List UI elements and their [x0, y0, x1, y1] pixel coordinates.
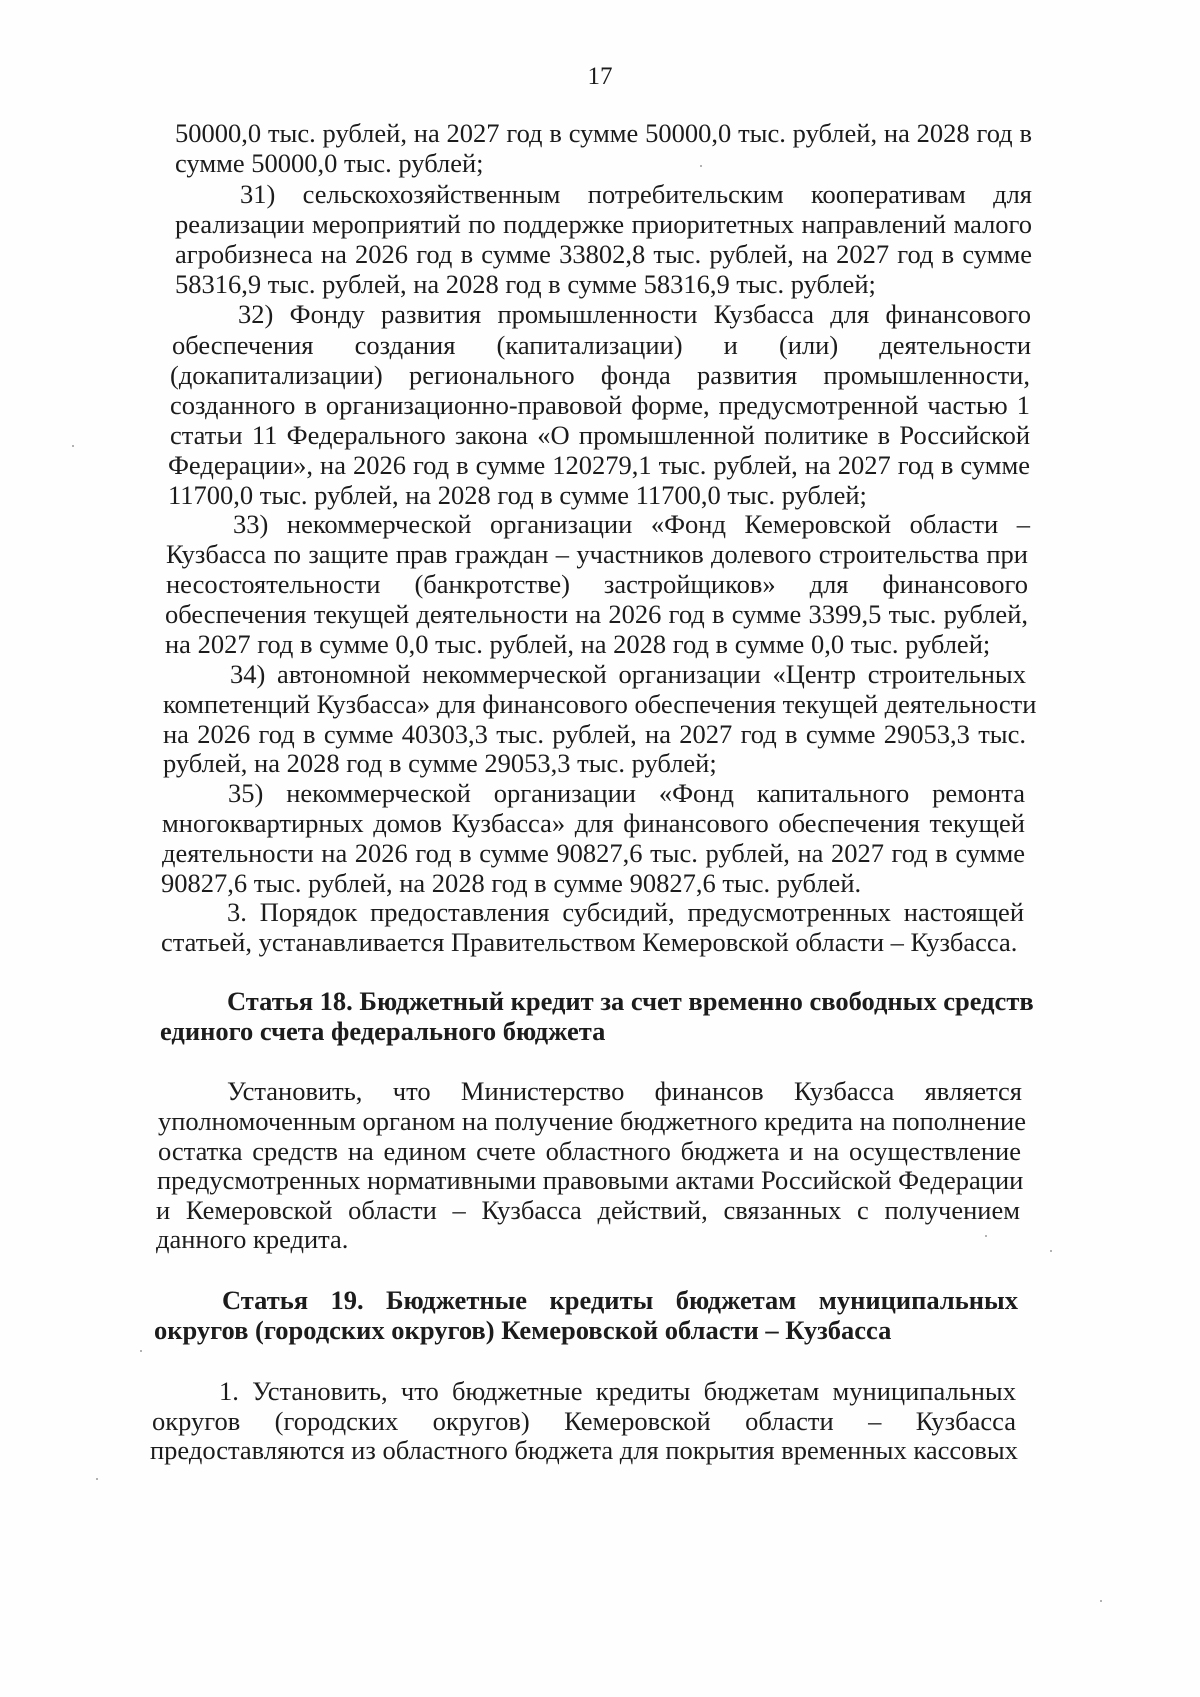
text-line: данного кредита. [156, 1224, 349, 1254]
text-line: Установить, что Министерство финансов Кузбасса является [227, 1076, 1022, 1106]
article-heading: округов (городских округов) Кемеровской области – Кузбасса [154, 1315, 892, 1345]
text-line: (докапитализации) регионального фонда развития промышленности, [170, 360, 1030, 390]
text-line: на 2026 год в сумме 40303,3 тыс. рублей, на 2027 год в сумме 29053,3 тыс. [163, 719, 1026, 749]
text-line: 32) Фонду развития промышленности Кузбасса для финансового [238, 299, 1031, 329]
text-line: на 2027 год в сумме 0,0 тыс. рублей, на 2028 год в сумме 0,0 тыс. рублей; [165, 629, 991, 659]
scan-speck [1100, 1600, 1102, 1602]
text-line: статьей, устанавливается Правительством Кемеровской области – Кузбасса. [161, 927, 1018, 957]
text-line: созданного в организационно-правовой форме, предусмотренной частью 1 [170, 390, 1030, 420]
text-line: 31) сельскохозяйственным потребительским кооперативам для [240, 179, 1032, 209]
text-line: 1. Установить, что бюджетные кредиты бюджетам муниципальных [219, 1376, 1016, 1406]
article-heading: единого счета федерального бюджета [160, 1016, 606, 1046]
text-line: 35) некоммерческой организации «Фонд капитального ремонта [228, 778, 1025, 808]
text-line: предусмотренных нормативными правовыми актами Российской Федерации [157, 1165, 1024, 1195]
text-line: Кузбасса по защите прав граждан – участников долевого строительства при [166, 539, 1028, 569]
scan-speck [96, 1478, 98, 1480]
article-heading: Статья 19. Бюджетные кредиты бюджетам муниципальных [222, 1285, 1018, 1315]
text-line: статьи 11 Федерального закона «О промышленной политике в Российской [170, 420, 1030, 450]
scan-speck [72, 445, 74, 447]
text-line: деятельности на 2026 год в сумме 90827,6 тыс. рублей, на 2027 год в сумме [162, 838, 1025, 868]
text-line: многоквартирных домов Кузбасса» для финансового обеспечения текущей [162, 808, 1025, 838]
scan-speck [985, 1235, 987, 1237]
text-line: предоставляются из областного бюджета для покрытия временных кассовых [150, 1435, 1018, 1465]
scan-speck [140, 1350, 142, 1352]
text-line: 34) автономной некоммерческой организации «Центр строительных [230, 659, 1026, 689]
text-line: 3. Порядок предоставления субсидий, предусмотренных настоящей [227, 897, 1024, 927]
text-line: реализации мероприятий по поддержке приоритетных направлений малого [175, 209, 1032, 239]
text-line: сумме 50000,0 тыс. рублей; [175, 148, 484, 178]
text-line: обеспечения текущей деятельности на 2026 год в сумме 3399,5 тыс. рублей, [165, 599, 1028, 629]
text-line: компетенций Кузбасса» для финансового обеспечения текущей деятельности [163, 689, 1037, 719]
text-line: рублей, на 2028 год в сумме 29053,3 тыс. рублей; [163, 748, 717, 778]
text-line: 11700,0 тыс. рублей, на 2028 год в сумме 11700,0 тыс. рублей; [168, 480, 867, 510]
text-line: и Кемеровской области – Кузбасса действий, связанных с получением [156, 1195, 1020, 1225]
text-line: несостоятельности (банкротстве) застройщиков» для финансового [166, 569, 1028, 599]
text-line: 58316,9 тыс. рублей, на 2028 год в сумме 58316,9 тыс. рублей; [175, 269, 876, 299]
text-line: 50000,0 тыс. рублей, на 2027 год в сумме 50000,0 тыс. рублей, на 2028 год в [175, 118, 1032, 148]
text-line: остатка средств на едином счете областного бюджета и на осуществление [158, 1136, 1021, 1166]
text-line: Федерации», на 2026 год в сумме 120279,1 тыс. рублей, на 2027 год в сумме [168, 450, 1030, 480]
text-line: округов (городских округов) Кемеровской области – Кузбасса [152, 1406, 1016, 1436]
page-number: 17 [587, 63, 613, 90]
text-line: агробизнеса на 2026 год в сумме 33802,8 тыс. рублей, на 2027 год в сумме [175, 239, 1032, 269]
scan-speck [700, 165, 702, 167]
text-line: 33) некоммерческой организации «Фонд Кемеровской области – [233, 509, 1030, 539]
text-line: уполномоченным органом на получение бюджетного кредита на пополнение [158, 1106, 1026, 1136]
scan-speck [1050, 1250, 1052, 1252]
text-line: обеспечения создания (капитализации) и (или) деятельности [172, 330, 1031, 360]
article-heading: Статья 18. Бюджетный кредит за счет временно свободных средств [227, 986, 1034, 1016]
text-line: 90827,6 тыс. рублей, на 2028 год в сумме 90827,6 тыс. рублей. [161, 868, 862, 898]
